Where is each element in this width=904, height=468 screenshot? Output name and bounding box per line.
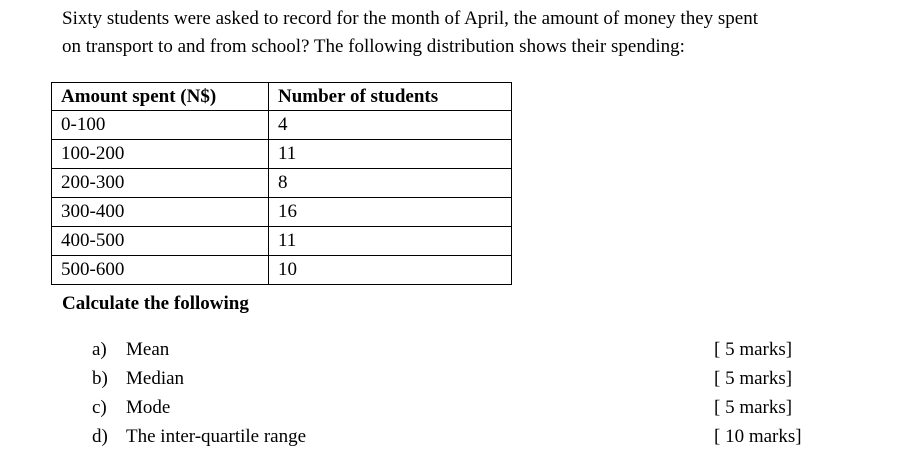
question-letter: b) xyxy=(92,368,108,389)
amount-cell: 100-200 xyxy=(52,140,269,169)
amount-cell: 200-300 xyxy=(52,169,269,198)
question-marks: [ 5 marks] xyxy=(714,368,793,389)
table-row xyxy=(52,227,512,256)
question-letter: d) xyxy=(92,426,108,447)
amount-cell: 300-400 xyxy=(52,198,269,227)
question-item xyxy=(0,366,904,395)
count-cell: 16 xyxy=(269,198,512,227)
amount-cell: 0-100 xyxy=(52,111,269,140)
count-cell: 11 xyxy=(269,227,512,256)
amount-cell: 400-500 xyxy=(52,227,269,256)
question-item xyxy=(0,337,904,366)
table-row xyxy=(52,256,512,285)
spending-distribution-table xyxy=(51,82,512,285)
table-row xyxy=(52,198,512,227)
question-marks: [ 10 marks] xyxy=(714,426,802,447)
question-marks: [ 5 marks] xyxy=(714,339,793,360)
question-text: Mode xyxy=(126,397,171,418)
table-row xyxy=(52,169,512,198)
intro-paragraph xyxy=(62,5,892,61)
table-row xyxy=(52,111,512,140)
question-marks: [ 5 marks] xyxy=(714,397,793,418)
header-amount-spent: Amount spent (N$) xyxy=(52,83,269,111)
header-number-of-students: Number of students xyxy=(269,83,512,111)
table-row xyxy=(52,140,512,169)
question-text: Mean xyxy=(126,339,170,360)
question-letter: a) xyxy=(92,339,107,360)
count-cell: 10 xyxy=(269,256,512,285)
count-cell: 4 xyxy=(269,111,512,140)
calculate-heading: Calculate the following xyxy=(62,293,249,314)
question-item xyxy=(0,395,904,424)
intro-line-1: Sixty students were asked to record for the month of April, the amount of money they spent xyxy=(62,8,758,29)
question-list xyxy=(0,337,904,453)
amount-cell: 500-600 xyxy=(52,256,269,285)
question-text: The inter-quartile range xyxy=(126,426,307,447)
question-text: Median xyxy=(126,368,185,389)
table-header-row xyxy=(52,83,512,111)
count-cell: 11 xyxy=(269,140,512,169)
question-item xyxy=(0,424,904,453)
question-letter: c) xyxy=(92,397,107,418)
intro-line-2: on transport to and from school? The following distribution shows their spending: xyxy=(62,36,685,57)
count-cell: 8 xyxy=(269,169,512,198)
